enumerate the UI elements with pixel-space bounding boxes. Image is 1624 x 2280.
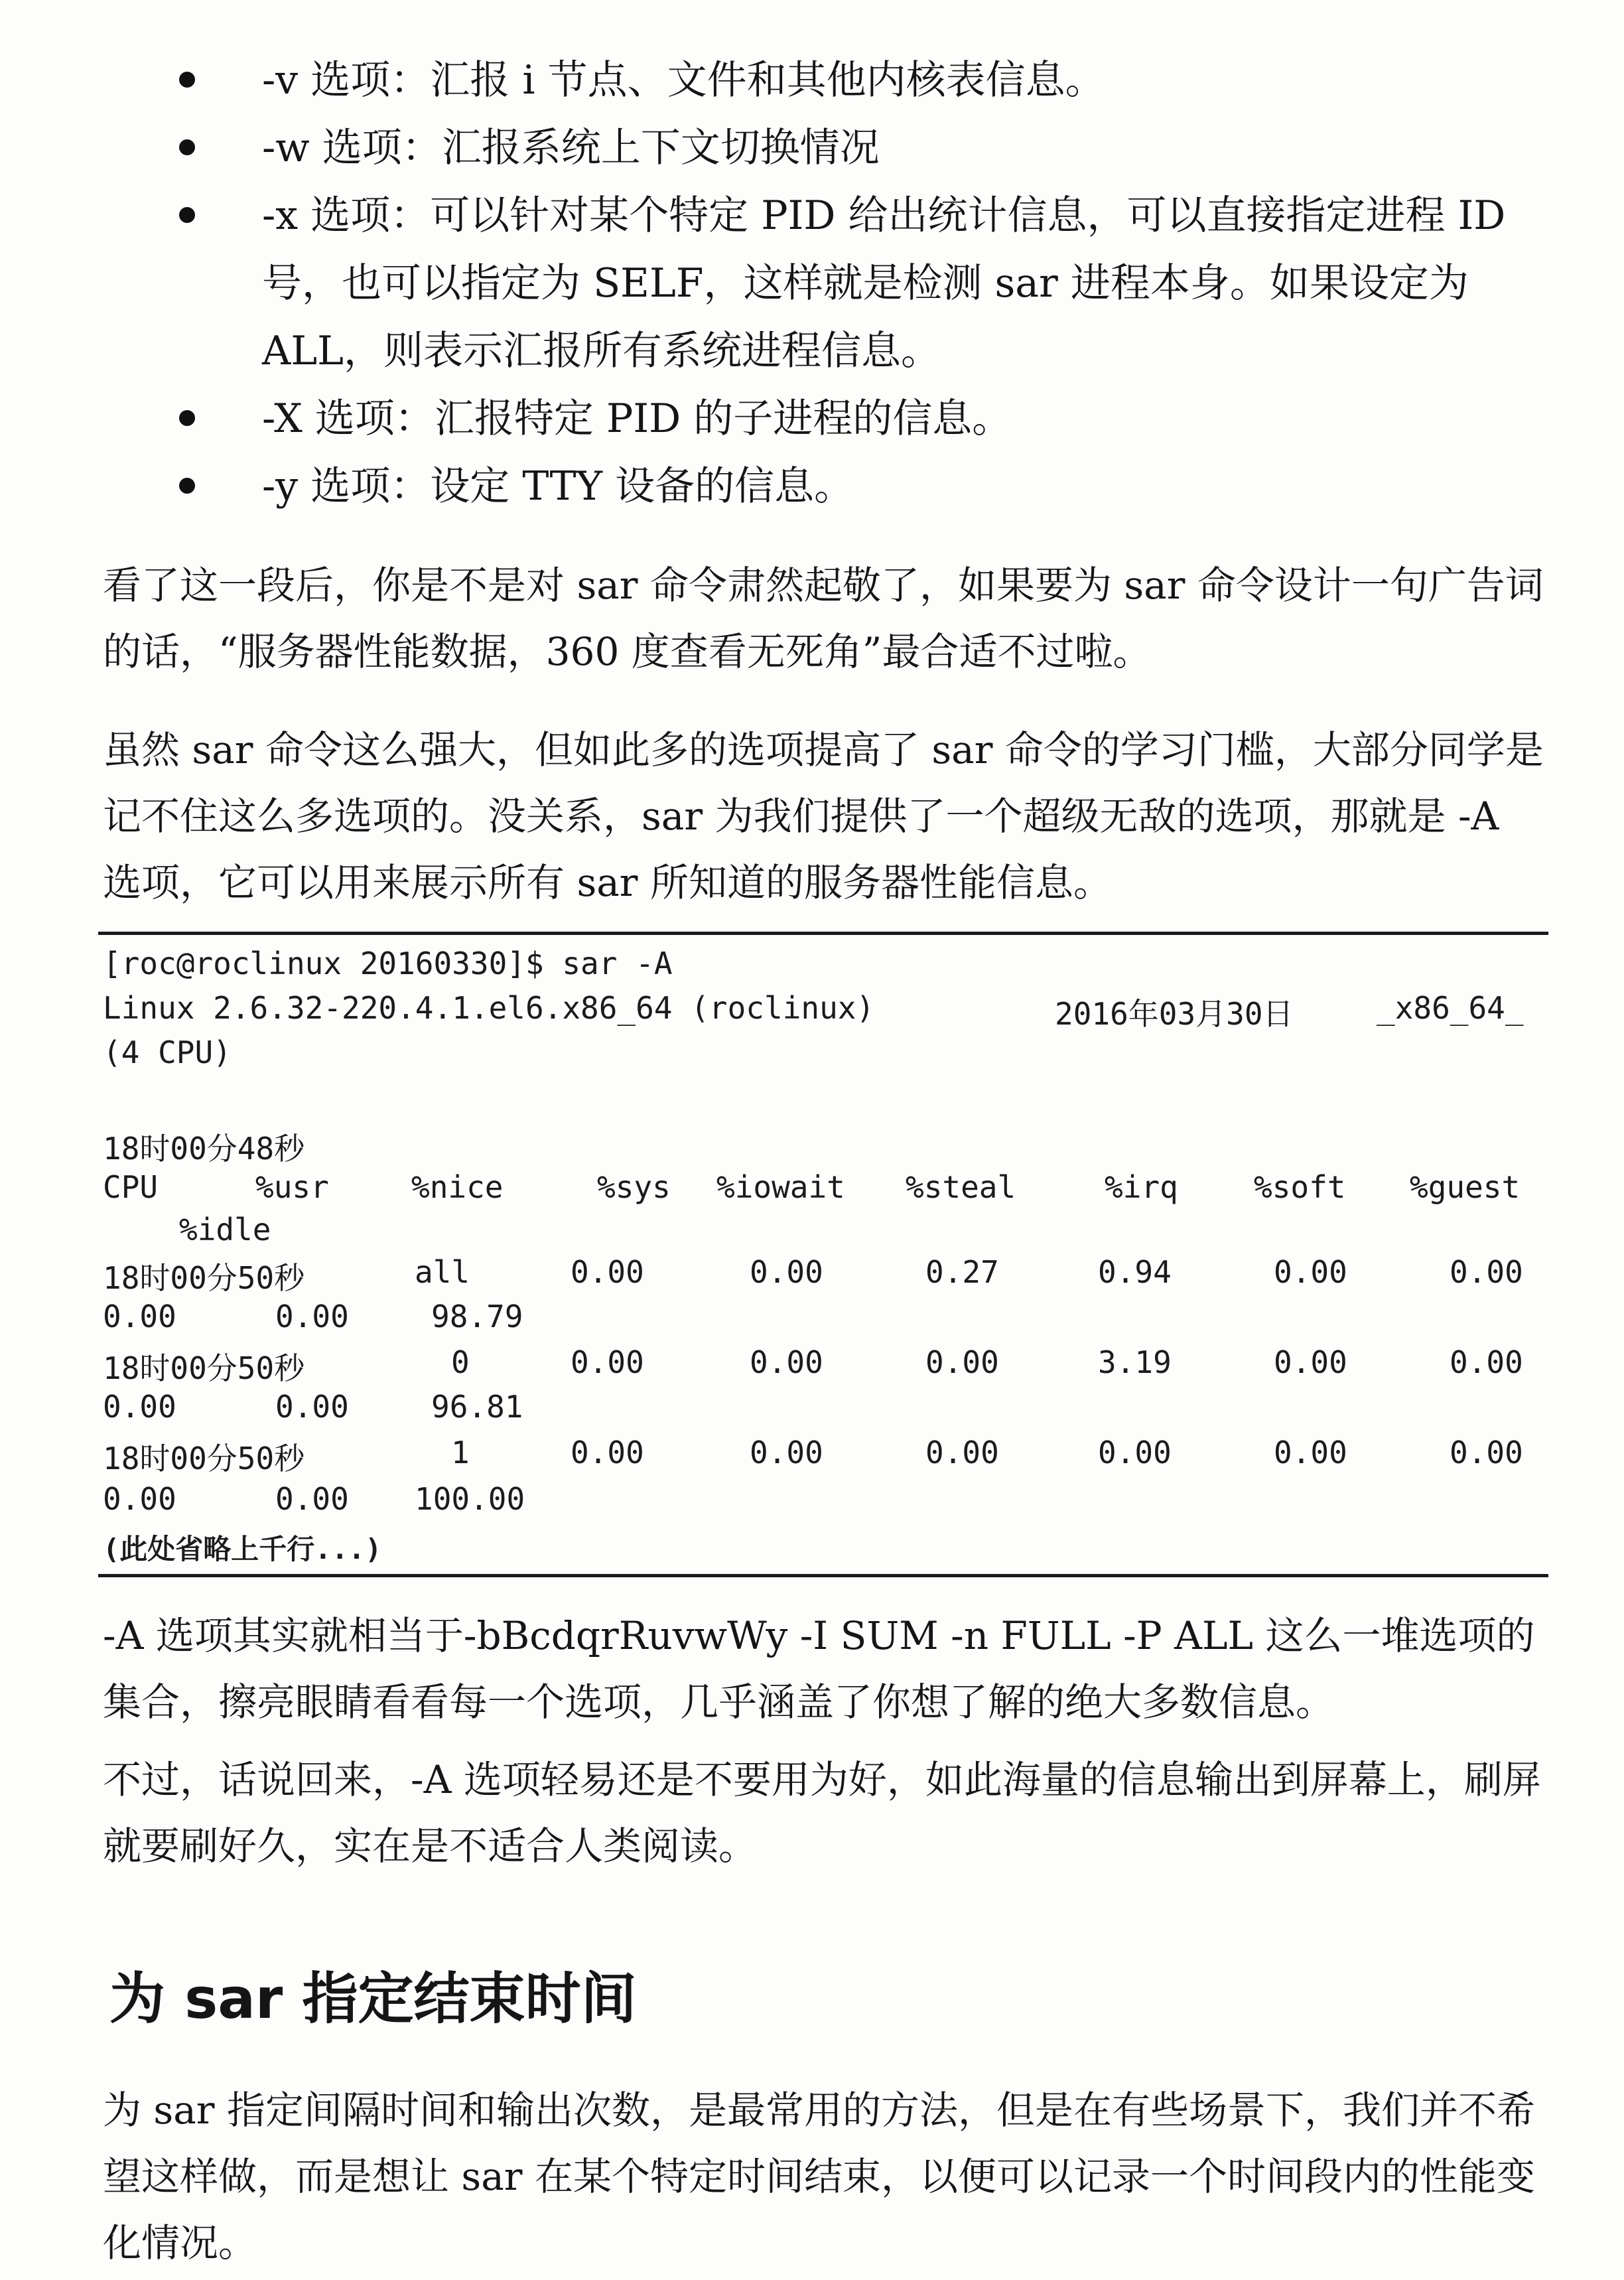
option-name: -v 选项： — [262, 57, 431, 104]
row-time: 18时00分50秒 — [103, 1260, 305, 1296]
table-cell: 96.81 — [431, 1389, 523, 1425]
option-name: -y 选项： — [262, 463, 431, 510]
row-time: 18时00分50秒 — [103, 1441, 305, 1476]
table-cell: 0.00 — [1098, 1435, 1172, 1470]
table-cell: 0.00 — [1274, 1344, 1347, 1380]
table-cell: 0.00 — [275, 1389, 349, 1425]
option-desc: 汇报系统上下文切换情况 — [441, 125, 880, 171]
table-cell: 0.00 — [103, 1389, 176, 1425]
code-sysinfo: Linux 2.6.32-220.4.1.el6.x86_64 (roclinux) — [103, 990, 875, 1026]
table-cell: 0.00 — [750, 1435, 823, 1470]
col-header: %iowait — [716, 1169, 845, 1205]
option-desc: 设定 TTY 设备的信息。 — [430, 463, 854, 510]
table-cell: 0.00 — [275, 1481, 349, 1517]
col-header: %guest — [1410, 1169, 1521, 1205]
option-desc: 可以针对某个特定 PID 给出统计信息，可以直接指定进程 ID 号，也可以指定为 SELF，这样就是检测 sar 进程本身。如果设定为 ALL，则表示汇报所有系统进程信息。 — [262, 192, 1506, 374]
table-cell: 0.00 — [103, 1299, 176, 1334]
code-prompt: [roc@roclinux 20160330]$ sar -A — [103, 946, 673, 981]
bullet-icon — [179, 478, 195, 494]
table-cell: 0.00 — [275, 1299, 349, 1334]
list-item — [179, 114, 1546, 182]
section-heading: 为 sar 指定结束时间 — [109, 1966, 637, 2031]
option-list — [179, 46, 1546, 520]
col-header: %irq — [1105, 1169, 1178, 1205]
code-start-time: 18时00分48秒 — [103, 1131, 305, 1167]
list-item — [179, 182, 1546, 385]
table-cell: 0.00 — [750, 1344, 823, 1380]
code-cpus: (4 CPU) — [103, 1034, 232, 1070]
code-top-rule — [98, 932, 1548, 935]
paragraph-1: 看了这一段后，你是不是对 sar 命令肃然起敬了，如果要为 sar 命令设计一句广告词的话，“服务器性能数据，360 度查看无死角”最合适不过啦。 — [103, 563, 1544, 674]
code-bottom-rule — [98, 1574, 1548, 1577]
list-item — [179, 385, 1546, 453]
bullet-icon — [179, 72, 195, 88]
table-cell: 0.00 — [1450, 1254, 1523, 1290]
col-header: %sys — [597, 1169, 671, 1205]
table-cell: 0.00 — [925, 1435, 999, 1470]
col-header: %soft — [1254, 1169, 1346, 1205]
code-date: 2016年03月30日 — [1055, 996, 1294, 1032]
list-item — [179, 453, 1546, 520]
table-cell: 0.00 — [103, 1481, 176, 1517]
option-name: -X 选项： — [262, 395, 435, 442]
paragraph-4: 不过，话说回来，-A 选项轻易还是不要用为好，如此海量的信息输出到屏幕上，刷屏就要刷好久，实在是不适合人类阅读。 — [103, 1757, 1541, 1869]
table-cell: 0.00 — [571, 1254, 644, 1290]
col-header: %steal — [906, 1169, 1016, 1205]
code-arch: _x86_64_ — [1377, 990, 1524, 1026]
paragraph-5: 为 sar 指定间隔时间和输出次数，是最常用的方法，但是在有些场景下，我们并不希望这样做，而是想让 sar 在某个特定时间结束，以便可以记录一个时间段内的性能变化情况。 — [103, 2088, 1535, 2265]
option-desc: 汇报特定 PID 的子进程的信息。 — [434, 395, 1012, 442]
table-cell: 0.00 — [1450, 1344, 1523, 1380]
table-cell: 0.00 — [571, 1435, 644, 1470]
table-cell: 98.79 — [431, 1299, 523, 1334]
col-header: %usr — [255, 1169, 329, 1205]
table-cell: 0.27 — [925, 1254, 999, 1290]
option-name: -w 选项： — [262, 125, 442, 171]
paragraph-2: 虽然 sar 命令这么强大，但如此多的选项提高了 sar 命令的学习门槛，大部分同学是记不住这么多选项的。没关系，sar 为我们提供了一个超级无敌的选项，那就是 -A 选项，它可以用来展示所有 sar 所知道的服务器性能信息。 — [103, 727, 1544, 905]
option-name: -x 选项： — [262, 192, 431, 239]
table-cell: 0.00 — [1274, 1435, 1347, 1470]
col-header: %idle — [179, 1212, 271, 1247]
table-cell: 0.94 — [1098, 1254, 1172, 1290]
row-cpu: 0 — [451, 1344, 470, 1380]
row-cpu: 1 — [451, 1435, 470, 1470]
table-cell: 3.19 — [1098, 1344, 1172, 1380]
table-cell: 100.00 — [415, 1481, 525, 1517]
table-cell: 0.00 — [571, 1344, 644, 1380]
col-header: %nice — [411, 1169, 504, 1205]
row-time: 18时00分50秒 — [103, 1350, 305, 1386]
table-cell: 0.00 — [750, 1254, 823, 1290]
option-desc: 汇报 i 节点、文件和其他内核表信息。 — [430, 57, 1105, 104]
row-cpu: all — [415, 1254, 470, 1290]
bullet-icon — [179, 410, 195, 426]
table-cell: 0.00 — [925, 1344, 999, 1380]
code-omitted-note: (此处省略上千行...) — [103, 1533, 382, 1565]
paragraph-3: -A 选项其实就相当于-bBcdqrRuvwWy -I SUM -n FULL -P ALL 这么一堆选项的集合，擦亮眼睛看看每一个选项，几乎涵盖了你想了解的绝大多数信息。 — [103, 1613, 1535, 1725]
bullet-icon — [179, 139, 195, 155]
table-cell: 0.00 — [1274, 1254, 1347, 1290]
list-item — [179, 46, 1546, 114]
table-cell: 0.00 — [1450, 1435, 1523, 1470]
col-header: CPU — [103, 1169, 159, 1205]
bullet-icon — [179, 207, 195, 223]
